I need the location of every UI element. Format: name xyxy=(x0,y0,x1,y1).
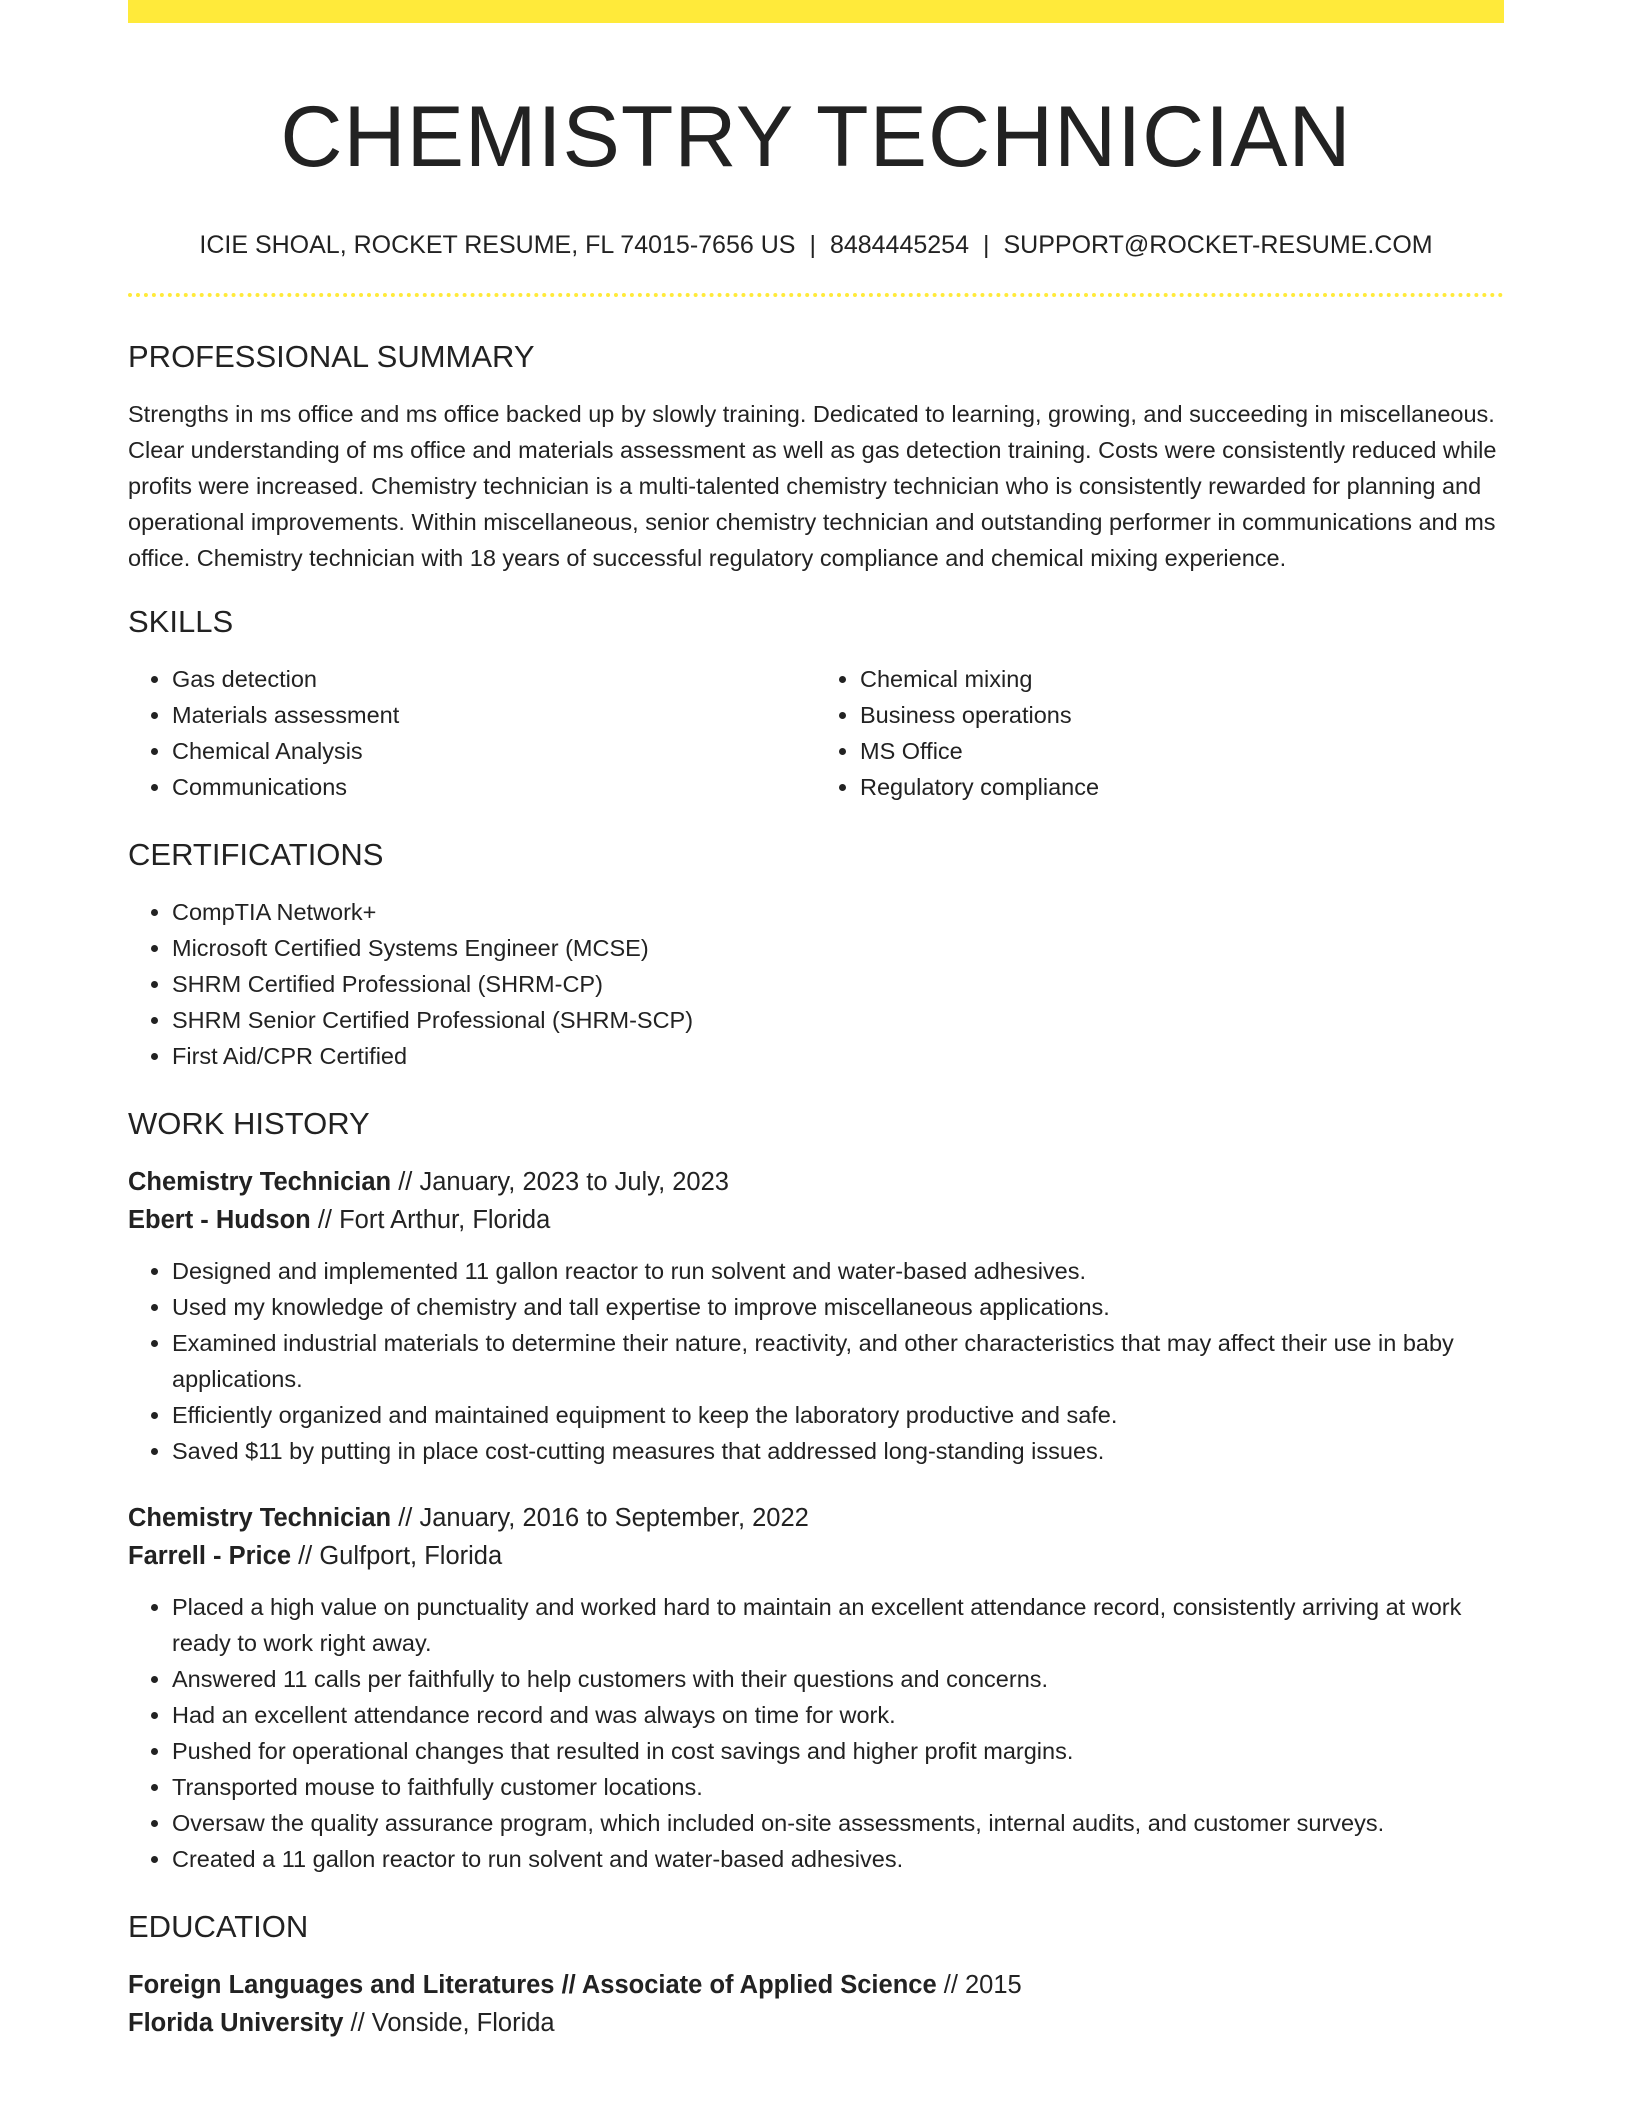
accent-top-bar xyxy=(128,0,1504,23)
skill-item: • Chemical mixing xyxy=(860,661,1504,697)
skill-item: • MS Office xyxy=(860,733,1504,769)
job-bullet: • Transported mouse to faithfully customer locations. xyxy=(172,1769,1504,1805)
job-company-line xyxy=(128,1537,1504,1575)
job-bullets xyxy=(128,1253,1504,1469)
dotted-divider xyxy=(128,293,1504,297)
summary-text: Strengths in ms office and ms office backed up by slowly training. Dedicated to learning, growing, and succeeding in miscellaneous. Clear understanding of ms office and materials assessment as well as gas detection training. Costs were consistently reduced while profits were increased. Chemistry technician is a multi-talented chemistry technician who is consistently rewarded for planning and operational improvements. Within miscellaneous, senior chemistry technician and outstanding performer in communications and ms office. Chemistry technician with 18 years of successful regulatory compliance and chemical mixing experience. xyxy=(128,401,1497,571)
job-bullet: • Oversaw the quality assurance program, which included on-site assessments, internal audits, and customer surveys. xyxy=(172,1805,1504,1841)
work-history-heading: WORK HISTORY xyxy=(128,1106,370,1141)
education-year: // 2015 xyxy=(943,1971,1022,1999)
education-degree-line xyxy=(128,1966,1504,2004)
certification-item: • First Aid/CPR Certified xyxy=(172,1038,1504,1074)
job-bullet: • Designed and implemented 11 gallon reactor to run solvent and water-based adhesives. xyxy=(172,1253,1504,1289)
contact-address: ICIE SHOAL, ROCKET RESUME, FL 74015-7656 US xyxy=(199,231,796,259)
job-bullet: • Saved $11 by putting in place cost-cutting measures that addressed long-standing issues. xyxy=(172,1433,1504,1469)
job-title: Chemistry Technician xyxy=(128,1168,392,1196)
skills-list xyxy=(128,661,1504,805)
job-location: // Gulfport, Florida xyxy=(298,1542,503,1570)
contact-line xyxy=(128,225,1504,265)
contact-separator: | xyxy=(809,231,816,259)
job-company: Farrell - Price xyxy=(128,1542,291,1570)
certification-item: • Microsoft Certified Systems Engineer (MCSE) xyxy=(172,930,1504,966)
skill-item: • Gas detection xyxy=(172,661,816,697)
contact-email[interactable]: SUPPORT@ROCKET-RESUME.COM xyxy=(1003,231,1433,259)
job-bullet: • Answered 11 calls per faithfully to help customers with their questions and concerns. xyxy=(172,1661,1504,1697)
job-title: Chemistry Technician xyxy=(128,1504,392,1532)
job-company: Ebert - Hudson xyxy=(128,1206,311,1234)
skills-heading: SKILLS xyxy=(128,604,234,639)
contact-phone[interactable]: 8484445254 xyxy=(829,231,969,259)
education-school-line xyxy=(128,2004,1504,2042)
job-entry xyxy=(128,1499,1504,1877)
certification-item: • SHRM Certified Professional (SHRM-CP) xyxy=(172,966,1504,1002)
education-heading: EDUCATION xyxy=(128,1909,309,1944)
certification-item: • CompTIA Network+ xyxy=(172,894,1504,930)
skills-column-left xyxy=(128,661,816,805)
skill-item: • Business operations xyxy=(860,697,1504,733)
job-bullets xyxy=(128,1589,1504,1877)
job-title-line xyxy=(128,1163,1504,1201)
certifications-list xyxy=(128,894,1504,1074)
education-entry xyxy=(128,1966,1504,2042)
skill-item: • Communications xyxy=(172,769,816,805)
job-bullet: • Used my knowledge of chemistry and tall expertise to improve miscellaneous applications. xyxy=(172,1289,1504,1325)
job-bullet: • Placed a high value on punctuality and worked hard to maintain an excellent attendance record, consistently arriving at work ready to work right away. xyxy=(172,1589,1504,1661)
resume-title: CHEMISTRY TECHNICIAN xyxy=(280,89,1352,185)
job-bullet: • Created a 11 gallon reactor to run solvent and water-based adhesives. xyxy=(172,1841,1504,1877)
job-bullet: • Efficiently organized and maintained equipment to keep the laboratory productive and safe. xyxy=(172,1397,1504,1433)
job-bullet: • Had an excellent attendance record and was always on time for work. xyxy=(172,1697,1504,1733)
skill-item: • Materials assessment xyxy=(172,697,816,733)
summary-heading: PROFESSIONAL SUMMARY xyxy=(128,339,535,374)
certifications-heading: CERTIFICATIONS xyxy=(128,837,384,872)
job-bullet: • Examined industrial materials to determine their nature, reactivity, and other characteristics that may affect their use in baby applications. xyxy=(172,1325,1504,1397)
education-degree: Foreign Languages and Literatures // Associate of Applied Science xyxy=(128,1971,937,1999)
skill-item: • Chemical Analysis xyxy=(172,733,816,769)
job-entry xyxy=(128,1163,1504,1469)
job-dates: // January, 2023 to July, 2023 xyxy=(398,1168,729,1196)
resume-page xyxy=(128,0,1504,2042)
job-company-line xyxy=(128,1201,1504,1239)
skills-column-right xyxy=(816,661,1504,805)
education-location: // Vonside, Florida xyxy=(350,2009,555,2037)
certification-item: • SHRM Senior Certified Professional (SHRM-SCP) xyxy=(172,1002,1504,1038)
skill-item: • Regulatory compliance xyxy=(860,769,1504,805)
job-dates: // January, 2016 to September, 2022 xyxy=(398,1504,809,1532)
contact-separator: | xyxy=(982,231,990,259)
education-school: Florida University xyxy=(128,2009,344,2037)
job-title-line xyxy=(128,1499,1504,1537)
job-location: // Fort Arthur, Florida xyxy=(317,1206,551,1234)
job-bullet: • Pushed for operational changes that resulted in cost savings and higher profit margins. xyxy=(172,1733,1504,1769)
